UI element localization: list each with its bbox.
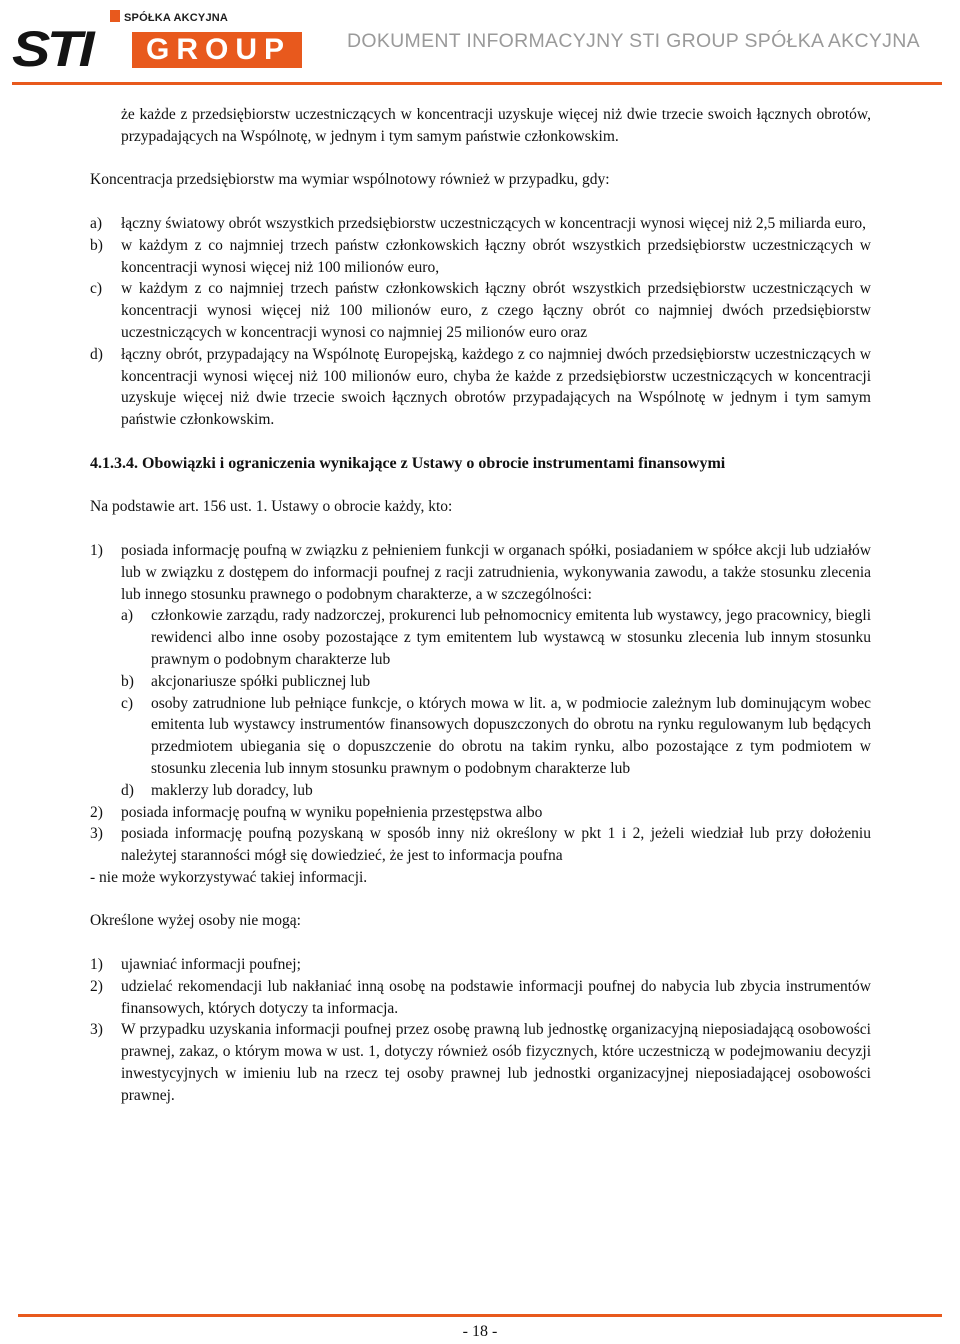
intro-paragraph: Koncentracja przedsiębiorstw ma wymiar wspólnotowy również w przypadku, gdy: — [90, 171, 610, 189]
list-item: d) łączny obrót, przypadający na Wspólnotę Europejską, każdego z co najmniej dwóch przedsiębiorstw uczestniczących w koncentracji wynosi więcej niż 100 milionów euro, chyba że każde z przedsiębiorstw uczestniczących w koncentracji uzyskuje więcej niż dwie trzecie swoich łącznych obrotów przypadających na Wspólnotę w jednym i tym samym państwie członkowskim. — [90, 345, 871, 429]
list-item: c) w każdym z co najmniej trzech państw członkowskich łączny obrót wszystkich przedsiębiorstw uczestniczących w koncentracji wynosi więcej niż 100 milionów euro, z czego łączny obrót co najmniej dwóch przedsiębiorstw uczestniczących w koncentracji wynosi co najmniej 25 milionów euro oraz — [90, 280, 871, 341]
list-item: 3) W przypadku uzyskania informacji poufnej przez osobę prawną lub jednostkę organizacyjną nieposiadającą osobowości prawnej, zakaz, o którym mowa w ust. 1, dotyczy również osób fizycznych, które uczestniczą w podejmowaniu decyzji inwestycyjnych w imieniu lub na rzecz tej osoby prawnej lub jednostki organizacyjnej nieposiadającej osobowości prawnej. — [90, 1021, 871, 1104]
sti-group-logo — [12, 10, 302, 77]
prohibitions-list — [90, 954, 871, 1107]
closing-line: - nie może wykorzystywać takiej informacji. — [90, 868, 368, 886]
basis-paragraph: Na podstawie art. 156 ust. 1. Ustawy o obrocie każdy, kto: — [90, 498, 453, 516]
continuation-paragraph: że każde z przedsiębiorstw uczestniczących w koncentracji uzyskuje więcej niż dwie trzecie swoich łącznych obrotów, przypadających na Wspólnotę, w jednym i tym samym państwie członkowskim. — [121, 106, 871, 145]
logo-group-text: GROUP — [132, 32, 302, 68]
list-item: 2) posiada informację poufną w wyniku popełnienia przestępstwa albo — [90, 803, 543, 821]
list-item: b) w każdym z co najmniej trzech państw członkowskich łączny obrót wszystkich przedsiębiorstw uczestniczących w koncentracji wynosi więcej niż 100 milionów euro, — [90, 236, 871, 276]
page-header — [0, 0, 960, 96]
sub-list-item: d) maklerzy lub doradcy, lub — [121, 781, 313, 799]
sub-list-item: b) akcjonariusze spółki publicznej lub — [121, 672, 371, 690]
cannot-intro: Określone wyżej osoby nie mogą: — [90, 912, 301, 930]
logo-tagline: SPÓŁKA AKCYJNA — [124, 12, 229, 24]
list-item: 3) posiada informację poufną pozyskaną w sposób inny niż określony w pkt 1 i 2, jeżeli wiedział lub przy dołożeniu należytej staranności mógł się dowiedzieć, że jest to informacja poufna — [90, 825, 871, 865]
sub-list-item: a) członkowie zarządu, rady nadzorczej, prokurenci lub pełnomocnicy emitenta lub wystawcy, jego pracownicy, biegli rewidenci albo inne osoby pozostające z tym emitentem lub wystawcą w stosunku zlecenia lub innym stosunku prawnym o podobnym charakterze lub — [121, 607, 871, 668]
footer-divider — [18, 1314, 942, 1317]
page-content — [90, 104, 871, 1107]
section-heading: 4.1.3.4. Obowiązki i ograniczenia wynikające z Ustawy o obrocie instrumentami finansowymi — [90, 454, 726, 472]
header-divider — [12, 82, 942, 85]
document-title: DOKUMENT INFORMACYJNY STI GROUP SPÓŁKA AKCYJNA — [347, 30, 920, 52]
logo-accent-mark — [110, 10, 120, 22]
list-item: 1) posiada informację poufną w związku z pełnieniem funkcji w organach spółki, posiadaniem w spółce akcji lub udziałów lub w związku z dostępem do informacji poufnej z racji zatrudnienia, wykonywania zawodu, a także stosunku zlecenia lub innego stosunku prawnego o podobnym charakterze, a w szczególności: — [90, 541, 871, 603]
list-item: 1) ujawniać informacji poufnej; — [90, 956, 301, 974]
persons-list — [90, 540, 871, 867]
list-item: a) łączny światowy obrót wszystkich przedsiębiorstw uczestniczących w koncentracji wynosi więcej niż 2,5 miliarda euro, — [90, 214, 867, 232]
logo-sti-text: STI — [12, 21, 92, 77]
conditions-list — [90, 213, 871, 431]
page-number: - 18 - — [462, 1323, 498, 1340]
sub-list-item: c) osoby zatrudnione lub pełniące funkcje, o których mowa w lit. a, w podmiocie zależnym lub dominującym wobec emitenta lub wystawcy instrumentów finansowych dopuszczonych do obrotu na rynku regulowanym lub będących przedmiotem ubiegania się o dopuszczenie do obrotu na takim rynku, albo pozostające z tym podmiotem w stosunku zlecenia lub innym stosunku prawnym o podobnym charakterze lub — [121, 694, 871, 777]
list-item: 2) udzielać rekomendacji lub nakłaniać inną osobę na podstawie informacji poufnej do nabycia lub zbycia instrumentów finansowych, których dotyczy ta informacja. — [90, 977, 871, 1017]
